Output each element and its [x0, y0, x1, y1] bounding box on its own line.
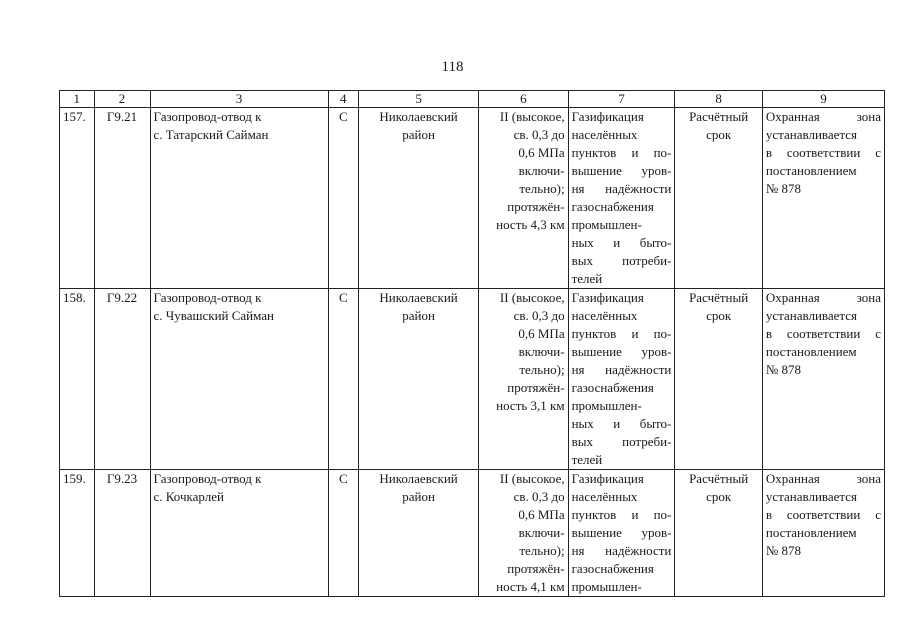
object-parameters-line: тельно); [519, 362, 565, 377]
protection-zone-line: устанавливается [765, 489, 858, 504]
objects-table [59, 90, 885, 597]
object-parameters [479, 108, 569, 289]
object-parameters-line: протяжён- [507, 561, 565, 576]
object-term-line: Расчётный [689, 109, 749, 124]
object-purpose-line: пунктов и по- [571, 507, 672, 522]
protection-zone-line: № 878 [765, 362, 802, 377]
page-number: 118 [441, 59, 464, 75]
object-term [675, 108, 762, 289]
object-purpose-line: пунктов и по- [571, 145, 672, 160]
object-purpose-line: телей [571, 452, 603, 467]
protection-zone-line: Охранная зона [765, 471, 881, 486]
table-row [60, 470, 885, 597]
object-purpose-line: газоснабжения [571, 380, 654, 395]
header-cell: 9 [762, 91, 884, 108]
object-name [150, 289, 328, 470]
object-purpose [568, 289, 675, 470]
object-status: С [328, 470, 359, 597]
object-term [675, 470, 762, 597]
object-term [675, 289, 762, 470]
object-parameters-line: II (высокое, [499, 290, 565, 305]
protection-zone-line: № 878 [765, 181, 802, 196]
header-cell: 1 [60, 91, 95, 108]
object-code: Г9.22 [94, 289, 150, 470]
object-purpose-line: населённых [571, 127, 638, 142]
object-purpose-line: ня надёжности [571, 362, 672, 377]
object-term-line: Расчётный [689, 290, 749, 305]
protection-zone-line: в соответствии с [765, 326, 881, 341]
object-parameters-line: тельно); [519, 181, 565, 196]
object-parameters-line: 0,6 МПа [518, 145, 565, 160]
object-parameters-line: св. 0,3 до [513, 489, 565, 504]
object-purpose [568, 470, 675, 597]
table-row [60, 108, 885, 289]
protection-zone-line: Охранная зона [765, 109, 881, 124]
object-parameters-line: св. 0,3 до [513, 308, 565, 323]
object-parameters-line: II (высокое, [499, 109, 565, 124]
header-cell: 2 [94, 91, 150, 108]
object-parameters-line: ность 4,3 км [496, 217, 565, 232]
object-name-line: Газопровод-отвод к [153, 471, 262, 486]
object-term-line: срок [706, 308, 732, 323]
object-parameters-line: включи- [518, 344, 565, 359]
object-term-line: Расчётный [689, 471, 749, 486]
object-district-line: район [402, 308, 435, 323]
header-row [60, 91, 885, 108]
protection-zone [762, 289, 884, 470]
object-term-line: срок [706, 127, 732, 142]
protection-zone-line: устанавливается [765, 308, 858, 323]
object-purpose-line: телей [571, 271, 603, 286]
protection-zone-line: № 878 [765, 543, 802, 558]
object-district-line: Николаевский [379, 290, 458, 305]
protection-zone-line: устанавливается [765, 127, 858, 142]
object-purpose-line: ных и быто- [571, 416, 672, 431]
object-purpose-line: населённых [571, 308, 638, 323]
row-number: 159. [60, 470, 95, 597]
object-parameters-line: 0,6 МПа [518, 507, 565, 522]
object-parameters-line: тельно); [519, 543, 565, 558]
object-parameters-line: ность 3,1 км [496, 398, 565, 413]
object-district [359, 470, 479, 597]
protection-zone-line: в соответствии с [765, 507, 881, 522]
object-purpose-line: вышение уров- [571, 163, 672, 178]
object-parameters-line: включи- [518, 525, 565, 540]
object-name [150, 108, 328, 289]
object-purpose-line: вышение уров- [571, 525, 672, 540]
object-status: С [328, 289, 359, 470]
object-name-line: Газопровод-отвод к [153, 290, 262, 305]
protection-zone [762, 470, 884, 597]
object-parameters-line: II (высокое, [499, 471, 565, 486]
object-district-line: район [402, 127, 435, 142]
object-purpose-line: пунктов и по- [571, 326, 672, 341]
header-cell: 4 [328, 91, 359, 108]
object-parameters-line: св. 0,3 до [513, 127, 565, 142]
object-purpose [568, 108, 675, 289]
protection-zone-line: постановлением [765, 163, 857, 178]
object-district-line: район [402, 489, 435, 504]
object-purpose-line: Газификация [571, 471, 644, 486]
object-name-line: с. Кочкарлей [153, 489, 224, 504]
object-name-line: с. Татарский Сайман [153, 127, 269, 142]
object-district [359, 289, 479, 470]
protection-zone-line: постановлением [765, 344, 857, 359]
object-parameters [479, 470, 569, 597]
object-purpose-line: ня надёжности [571, 181, 672, 196]
object-parameters-line: 0,6 МПа [518, 326, 565, 341]
protection-zone-line: Охранная зона [765, 290, 881, 305]
row-number: 158. [60, 289, 95, 470]
protection-zone [762, 108, 884, 289]
row-number: 157. [60, 108, 95, 289]
object-purpose-line: вых потреби- [571, 434, 672, 449]
header-cell: 7 [568, 91, 675, 108]
header-cell: 3 [150, 91, 328, 108]
object-parameters-line: ность 4,1 км [496, 579, 565, 594]
object-purpose-line: населённых [571, 489, 638, 504]
object-district-line: Николаевский [379, 109, 458, 124]
object-parameters-line: протяжён- [507, 199, 565, 214]
object-parameters-line: протяжён- [507, 380, 565, 395]
object-purpose-line: Газификация [571, 290, 644, 305]
object-name-line: Газопровод-отвод к [153, 109, 262, 124]
object-purpose-line: Газификация [571, 109, 644, 124]
header-cell: 8 [675, 91, 762, 108]
object-purpose-line: газоснабжения [571, 561, 654, 576]
object-parameters [479, 289, 569, 470]
header-cell: 5 [359, 91, 479, 108]
object-term-line: срок [706, 489, 732, 504]
protection-zone-line: в соответствии с [765, 145, 881, 160]
object-code: Г9.21 [94, 108, 150, 289]
object-purpose-line: промышлен- [571, 579, 642, 594]
object-name [150, 470, 328, 597]
object-name-line: с. Чувашский Сайман [153, 308, 274, 323]
object-purpose-line: газоснабжения [571, 199, 654, 214]
object-code: Г9.23 [94, 470, 150, 597]
table-row [60, 289, 885, 470]
protection-zone-line: постановлением [765, 525, 857, 540]
object-district-line: Николаевский [379, 471, 458, 486]
object-purpose-line: вых потреби- [571, 253, 672, 268]
object-status: С [328, 108, 359, 289]
object-purpose-line: промышлен- [571, 398, 642, 413]
object-parameters-line: включи- [518, 163, 565, 178]
header-cell: 6 [479, 91, 569, 108]
object-purpose-line: ных и быто- [571, 235, 672, 250]
object-purpose-line: ня надёжности [571, 543, 672, 558]
object-purpose-line: вышение уров- [571, 344, 672, 359]
object-district [359, 108, 479, 289]
object-purpose-line: промышлен- [571, 217, 642, 232]
